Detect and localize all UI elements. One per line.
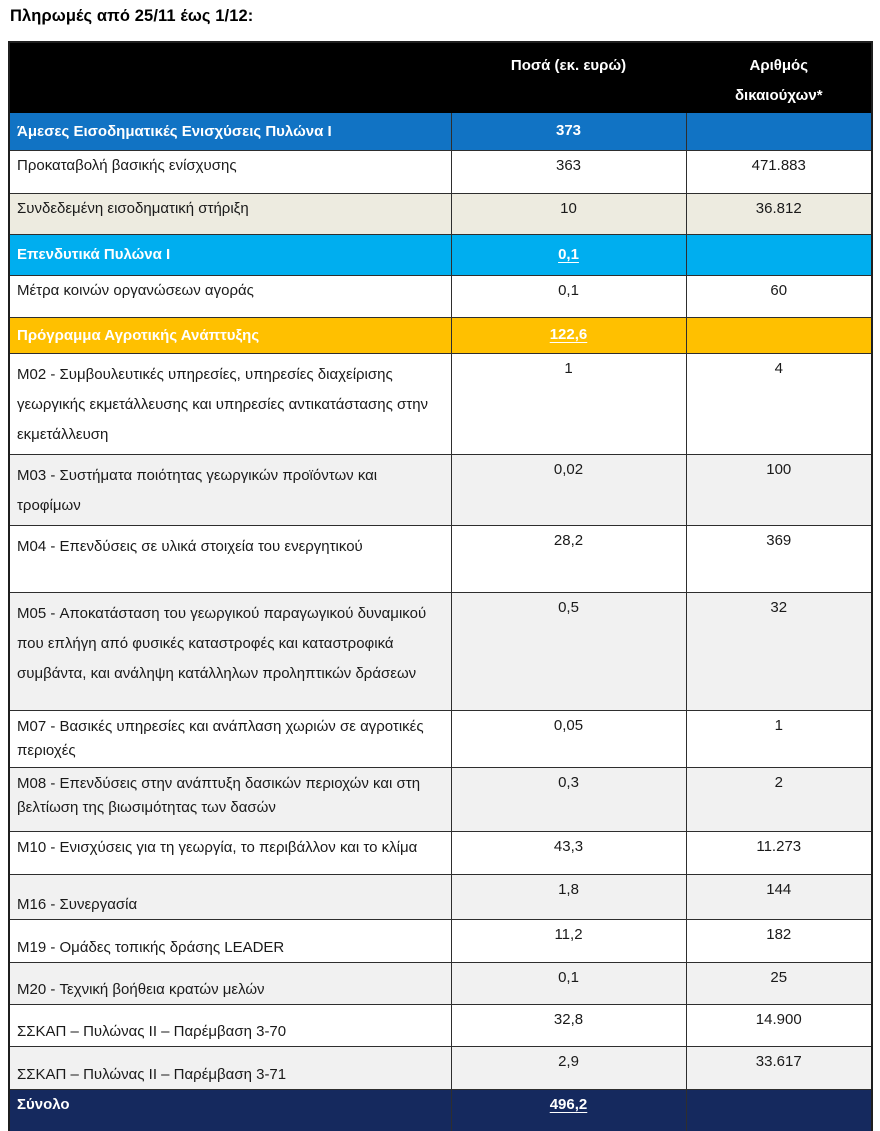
table-row <box>9 526 872 593</box>
table-row <box>9 354 872 455</box>
table-row <box>9 318 872 354</box>
amount-cell: 496,2 <box>451 1090 686 1131</box>
beneficiaries-cell <box>686 318 872 354</box>
row-label: Επενδυτικά Πυλώνα Ι <box>9 235 451 276</box>
amount-cell: 0,3 <box>451 768 686 832</box>
table-row <box>9 593 872 711</box>
table-row <box>9 832 872 875</box>
beneficiaries-cell: 2 <box>686 768 872 832</box>
row-label: M20 - Τεχνική βοήθεια κρατών μελών <box>9 963 451 1005</box>
beneficiaries-cell: 36.812 <box>686 194 872 235</box>
row-label: M16 - Συνεργασία <box>9 875 451 920</box>
beneficiaries-cell: 144 <box>686 875 872 920</box>
row-label: Σύνολο <box>9 1090 451 1131</box>
table-row <box>9 1005 872 1047</box>
amount-cell: 0,02 <box>451 455 686 526</box>
row-label: M03 - Συστήματα ποιότητας γεωργικών προϊόντων και τροφίμων <box>9 455 451 526</box>
table-row <box>9 1047 872 1090</box>
payments-table <box>8 41 873 1131</box>
table-row <box>9 235 872 276</box>
row-label: ΣΣΚΑΠ – Πυλώνας ΙΙ – Παρέμβαση 3-71 <box>9 1047 451 1090</box>
row-label: M05 - Αποκατάσταση του γεωργικού παραγωγικού δυναμικού που επλήγη από φυσικές καταστροφές και καταστροφικά συμβάντα, και ανάληψη κατάλληλων προληπτικών δράσεων <box>9 593 451 711</box>
row-label: ΣΣΚΑΠ – Πυλώνας ΙΙ – Παρέμβαση 3-70 <box>9 1005 451 1047</box>
beneficiaries-cell: 4 <box>686 354 872 455</box>
amount-cell: 363 <box>451 151 686 194</box>
beneficiaries-cell: 33.617 <box>686 1047 872 1090</box>
beneficiaries-cell <box>686 113 872 151</box>
row-label: Μέτρα κοινών οργανώσεων αγοράς <box>9 276 451 318</box>
header-row <box>9 42 872 113</box>
row-label: Προκαταβολή βασικής ενίσχυσης <box>9 151 451 194</box>
row-label: M04 - Επενδύσεις σε υλικά στοιχεία του ενεργητικού <box>9 526 451 593</box>
amount-cell: 32,8 <box>451 1005 686 1047</box>
page-title: Πληρωμές από 25/11 έως 1/12: <box>10 7 254 25</box>
amount-cell: 1,8 <box>451 875 686 920</box>
header-beneficiaries: Αριθμός δικαιούχων* <box>686 42 872 113</box>
beneficiaries-cell: 1 <box>686 711 872 768</box>
row-label: Άμεσες Εισοδηματικές Ενισχύσεις Πυλώνα Ι <box>9 113 451 151</box>
amount-cell: 10 <box>451 194 686 235</box>
amount-cell: 0,1 <box>451 276 686 318</box>
table-row <box>9 768 872 832</box>
beneficiaries-cell: 11.273 <box>686 832 872 875</box>
beneficiaries-cell: 25 <box>686 963 872 1005</box>
beneficiaries-cell: 14.900 <box>686 1005 872 1047</box>
header-empty-cell <box>9 42 451 113</box>
amount-cell: 122,6 <box>451 318 686 354</box>
header-amounts: Ποσά (εκ. ευρώ) <box>451 42 686 113</box>
amount-cell: 43,3 <box>451 832 686 875</box>
table-row <box>9 711 872 768</box>
table-row <box>9 1090 872 1131</box>
beneficiaries-cell: 32 <box>686 593 872 711</box>
amount-cell: 0,5 <box>451 593 686 711</box>
amount-cell: 11,2 <box>451 920 686 963</box>
beneficiaries-cell: 471.883 <box>686 151 872 194</box>
table-row <box>9 194 872 235</box>
amount-cell: 2,9 <box>451 1047 686 1090</box>
row-label: Συνδεδεμένη εισοδηματική στήριξη <box>9 194 451 235</box>
row-label: Πρόγραμμα Αγροτικής Ανάπτυξης <box>9 318 451 354</box>
row-label: M19 - Ομάδες τοπικής δράσης LEADER <box>9 920 451 963</box>
amount-cell: 0,1 <box>451 235 686 276</box>
row-label: M07 - Βασικές υπηρεσίες και ανάπλαση χωριών σε αγροτικές περιοχές <box>9 711 451 768</box>
amount-cell: 1 <box>451 354 686 455</box>
table-row <box>9 151 872 194</box>
amount-cell: 0,1 <box>451 963 686 1005</box>
amount-cell: 28,2 <box>451 526 686 593</box>
table-row <box>9 920 872 963</box>
table-row <box>9 963 872 1005</box>
table-row <box>9 276 872 318</box>
beneficiaries-cell: 369 <box>686 526 872 593</box>
beneficiaries-cell <box>686 235 872 276</box>
beneficiaries-cell: 60 <box>686 276 872 318</box>
row-label: M08 - Επενδύσεις στην ανάπτυξη δασικών περιοχών και στη βελτίωση της βιωσιμότητας των δασών <box>9 768 451 832</box>
amount-cell: 373 <box>451 113 686 151</box>
table-row <box>9 455 872 526</box>
beneficiaries-cell <box>686 1090 872 1131</box>
beneficiaries-cell: 100 <box>686 455 872 526</box>
row-label: M10 - Ενισχύσεις για τη γεωργία, το περιβάλλον και το κλίμα <box>9 832 451 875</box>
amount-cell: 0,05 <box>451 711 686 768</box>
row-label: M02 - Συμβουλευτικές υπηρεσίες, υπηρεσίες διαχείρισης γεωργικής εκμετάλλευσης και υπηρεσίες αντικατάστασης στην εκμετάλλευση <box>9 354 451 455</box>
table-row <box>9 875 872 920</box>
beneficiaries-cell: 182 <box>686 920 872 963</box>
table-row <box>9 113 872 151</box>
